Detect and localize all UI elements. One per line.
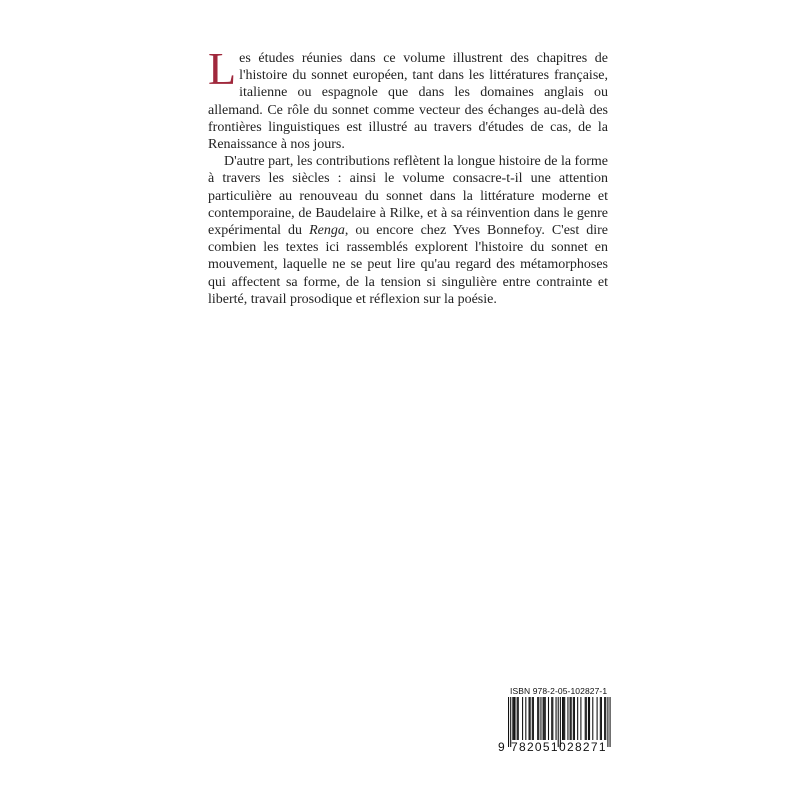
barcode-digits-left: 782051 <box>511 740 559 754</box>
barcode-bar <box>540 697 541 740</box>
renga-italic: Renga <box>309 223 345 239</box>
barcode-bar <box>574 697 575 740</box>
barcode-bar <box>570 697 571 740</box>
barcode-bar <box>544 697 545 740</box>
barcode-bar <box>600 697 601 740</box>
barcode-bar <box>513 697 514 740</box>
isbn-barcode <box>497 684 614 758</box>
barcode-bar <box>532 697 533 740</box>
barcode-bar <box>610 697 611 747</box>
barcode-bar <box>597 697 598 740</box>
barcode-bar <box>537 697 538 740</box>
barcode-bar <box>589 697 590 740</box>
paragraph-2-text-start: D'autre part, les contributions reflètent la longue histoire de la forme à travers les siècles : ainsi le volume consacre-t-il une attention particulière au renouveau du sonnet dans la littérature moderne et contemporaine, de Baudelaire à Rilke, et à sa réinvention dans le genre expérimental du <box>208 154 608 239</box>
barcode-bar <box>522 697 523 740</box>
barcode-digit-first: 9 <box>498 740 505 754</box>
barcode-bar <box>588 697 589 740</box>
barcode-bar <box>604 697 605 740</box>
barcode-bar <box>514 697 515 740</box>
barcode-bar <box>573 697 574 740</box>
barcode-bar <box>556 697 557 740</box>
barcode-bar <box>592 697 593 740</box>
barcode-bar <box>508 697 509 747</box>
barcode-bar <box>567 697 568 740</box>
barcode-bar <box>518 697 519 740</box>
barcode-bar <box>577 697 578 740</box>
barcode-bar <box>580 697 581 740</box>
paragraph-1 <box>208 43 608 153</box>
barcode-bar <box>562 697 563 740</box>
barcode-bar <box>512 697 513 740</box>
paragraph-1-text: es études réunies dans ce volume illustrent des chapitres de l'histoire du sonnet européen, tant dans les littératures française, italienne ou espagnole que dans les domaines anglais ou allemand. Ce rôle du sonnet comme vecteur des échanges au-delà des frontières linguistiques est illustré au travers d'études de cas, de la Renaissance à nos jours. <box>208 51 608 153</box>
barcode-bar <box>571 697 572 740</box>
barcode-digits-right: 028271 <box>559 740 607 754</box>
isbn-number: ISBN 978-2-05-102827-1 <box>510 686 608 696</box>
barcode-bar <box>607 697 608 747</box>
barcode-bar <box>586 697 587 740</box>
barcode-bar <box>564 697 565 740</box>
barcode-bar <box>552 697 553 740</box>
barcode-bar <box>548 697 549 740</box>
barcode-bar <box>601 697 602 740</box>
barcode-bar <box>533 697 534 740</box>
barcode-bar <box>538 697 539 740</box>
barcode-bar <box>585 697 586 740</box>
barcode-bar <box>529 697 530 740</box>
barcode-bar <box>525 697 526 740</box>
paragraph-2 <box>208 153 608 308</box>
barcode-bar <box>543 697 544 740</box>
barcode-bar <box>551 697 552 740</box>
barcode-bar <box>605 697 606 740</box>
paragraph-2-text-end: , ou encore chez Yves Bonnefoy. C'est dire combien les textes ici rassemblés explorent l'histoire du sonnet en mouvement, laquelle ne se peut lire qu'au regard des métamorphoses qui affectent sa forme, de la tension si singulière entre contrainte et liberté, travail prosodique et réflexion sur la poésie. <box>208 223 609 307</box>
back-cover-text <box>208 43 609 308</box>
barcode-bar <box>530 697 531 740</box>
barcode-bar <box>517 697 518 740</box>
barcode-bar <box>563 697 564 740</box>
drop-cap: L <box>208 43 237 94</box>
barcode-bar <box>545 697 546 740</box>
